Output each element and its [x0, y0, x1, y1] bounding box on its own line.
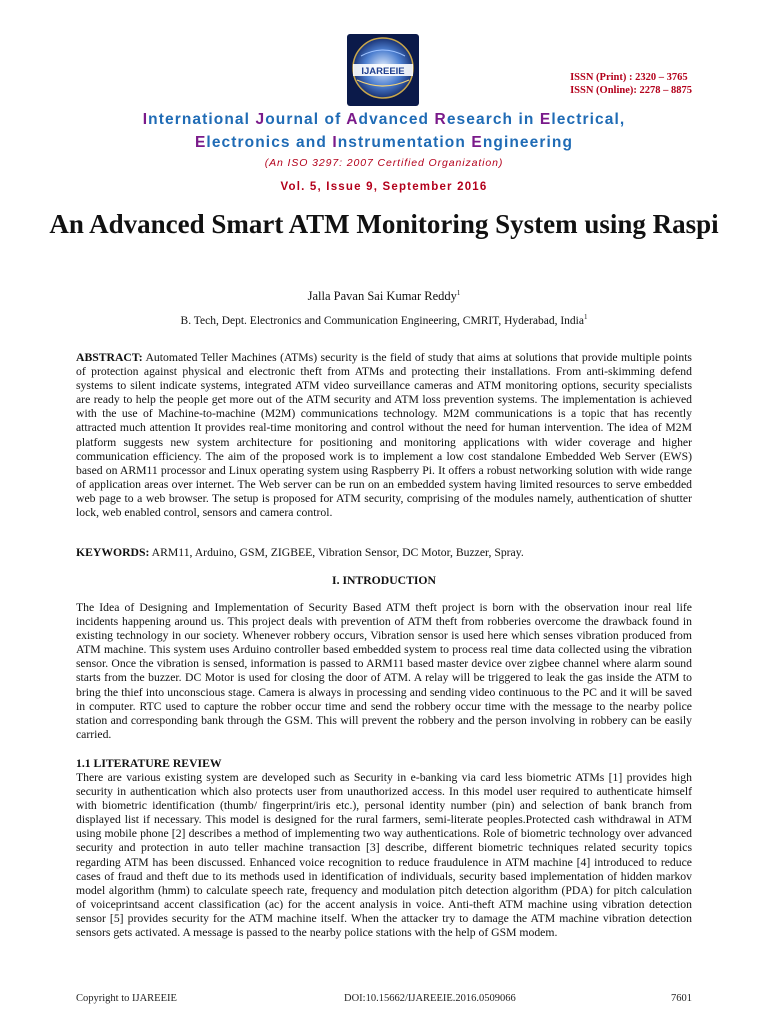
paper-title: An Advanced Smart ATM Monitoring System using Raspi [49, 209, 719, 239]
journal-cap: E [539, 111, 552, 128]
affiliation-text: B. Tech, Dept. Electronics and Communication Engineering, CMRIT, Hyderabad, India [180, 315, 584, 327]
journal-word: nternational [148, 111, 256, 128]
journal-word: esearch in [446, 111, 540, 128]
journal-cap: I [142, 111, 149, 128]
issn-print: ISSN (Print) : 2320 – 3765 [570, 72, 688, 83]
volume-issue-line: Vol. 5, Issue 9, September 2016 [280, 181, 488, 193]
journal-word: nstrumentation [337, 134, 472, 151]
issn-block [570, 71, 692, 97]
journal-word: dvanced [358, 111, 435, 128]
author-line [0, 289, 768, 304]
journal-name-line-1 [0, 108, 768, 131]
journal-cap: E [194, 134, 207, 151]
journal-cap: I [332, 134, 338, 151]
literature-review-paragraph: There are various existing system are developed such as Security in e-banking via card less biometric ATMs [1] provides high security in authentication which also protects user from unauthorized access. In this model user required to authenticate himself with biometric identification (thumb/ fingerprint/iris etc.), personal identity number (pin) and selection of bank branch from displayed list if necessary. This model is designed for the rural farmers, semi-literate peoples.Protected cash withdrawal in ATM using mobile phone [2] describes a method of implementing two way authentications. Role of biometric technology over advanced security and protection in auto teller machine transaction [3] describe, different biometric techniques related security topics regarding ATM has been discussed. Enhanced voice recognition to reduce fraudulence in ATM machine [4] introduced to reduce cases of fraud and theft due to its methods used in identification of individuals, security based implementation of hidden markov model algorithm (hmm) to calculate speech rate, frequency and modulation pitch detection algorithm (PDA) for pitch calculation of voiceprintsand accent classification (ac) for the accent analysis in voice. Anti-theft ATM machine using vibration detection sensor [5] provides security for the ATM machine itself. When the attacker try to damage the ATM machine vibration detection sensors gets activated. A message is passed to the nearby police stations with the help of GSM modem. [76, 771, 692, 940]
abstract-paragraph [76, 351, 692, 520]
introduction-paragraph: The Idea of Designing and Implementation of Security Based ATM theft project is born with the observation inour real life incidents happening around us. This project deals with prevention of ATM theft from robberies overcome the drawback found in existing technology in our society. Whenever robbery occurs, Vibration sensor is used here which senses vibration produced from ATM machine. This system uses Arduino controller based embedded system to process real time data collected using the vibration sensor. Once the vibration is sensed, information is passed to ARM11 based master device over zigbee channel where alarm sound starts from the buzzer. DC Motor is used for closing the door of ATM. A relay will be triggered to leak the gas inside the ATM to bring the thief into unconscious stage. Camera is always in processing and sending video continuous to the PC and it will be saved in computer. RTC used to capture the robber occur time and send the robbery occur time with the message to the nearby police station and corresponding bank through the GSM. This will prevent the robbery and the person involving in robbery can be easily carried. [76, 601, 692, 741]
logo-text: IJAREEIE [361, 66, 405, 77]
section-heading-introduction: I. INTRODUCTION [332, 574, 436, 587]
journal-name-line-2 [0, 131, 768, 154]
journal-word: ournal of [265, 111, 347, 128]
issn-online: ISSN (Online): 2278 – 8875 [570, 85, 692, 96]
journal-cap: A [346, 111, 359, 128]
journal-cap: J [255, 111, 266, 128]
journal-word: ngineering [482, 134, 574, 151]
certification-line: (An ISO 3297: 2007 Certified Organization) [264, 157, 504, 169]
footer-copyright: Copyright to IJAREEIE [76, 993, 177, 1004]
keywords-label: KEYWORDS: [76, 546, 150, 559]
journal-logo [347, 34, 419, 106]
subsection-heading-literature-review: 1.1 LITERATURE REVIEW [76, 757, 222, 770]
author-name: Jalla Pavan Sai Kumar Reddy [307, 289, 457, 303]
abstract-text: Automated Teller Machines (ATMs) security is the field of study that aims at solutions that provide multiple points of protection against physical and electronic theft from ATMs and protecting their installations. From anti-skimming defend systems to silent indicate systems, integrated ATM video surveillance cameras and ATM monitoring options, security specialists are ready to help the people get more out of the ATM security and ATM loss prevention systems. The implementation is achieved with the use of Machine-to-machine (M2M) communications technology. M2M communications is a topic that has recently attracted much attention It provides real-time monitoring and control without the need for human intervention. The idea of M2M platform suggests new system architecture for positioning and monitoring applications with wider coverage and higher communication efficiency. The aim of the proposed work is to implement a low cost standalone Embedded Web Server (EWS) based on ARM11 processor and Linux operating system using Raspberry Pi. It offers a robust networking solution with wide range of application areas over internet. The Web server can be run on an embedded system having limited resources to serve embedded web page to a web browser. The setup is proposed for ATM security, comprising of the modules namely, authentication of shutter lock, web enabled control, sensors and camera control. [76, 351, 692, 520]
journal-cap: R [434, 111, 447, 128]
keywords-paragraph [76, 546, 692, 560]
journal-cap: E [471, 134, 483, 151]
affiliation-superscript: 1 [583, 313, 588, 322]
footer-doi: DOI:10.15662/IJAREEIE.2016.0509066 [344, 993, 516, 1004]
journal-word: lectronics and [206, 134, 333, 151]
logo-graphic [347, 34, 419, 106]
affiliation-line [0, 315, 768, 327]
keywords-text: ARM11, Arduino, GSM, ZIGBEE, Vibration Sensor, DC Motor, Buzzer, Spray. [149, 546, 524, 559]
abstract-label: ABSTRACT: [76, 351, 143, 364]
author-superscript: 1 [456, 288, 461, 297]
footer-page-number: 7601 [671, 993, 692, 1004]
journal-word: lectrical, [551, 111, 626, 128]
